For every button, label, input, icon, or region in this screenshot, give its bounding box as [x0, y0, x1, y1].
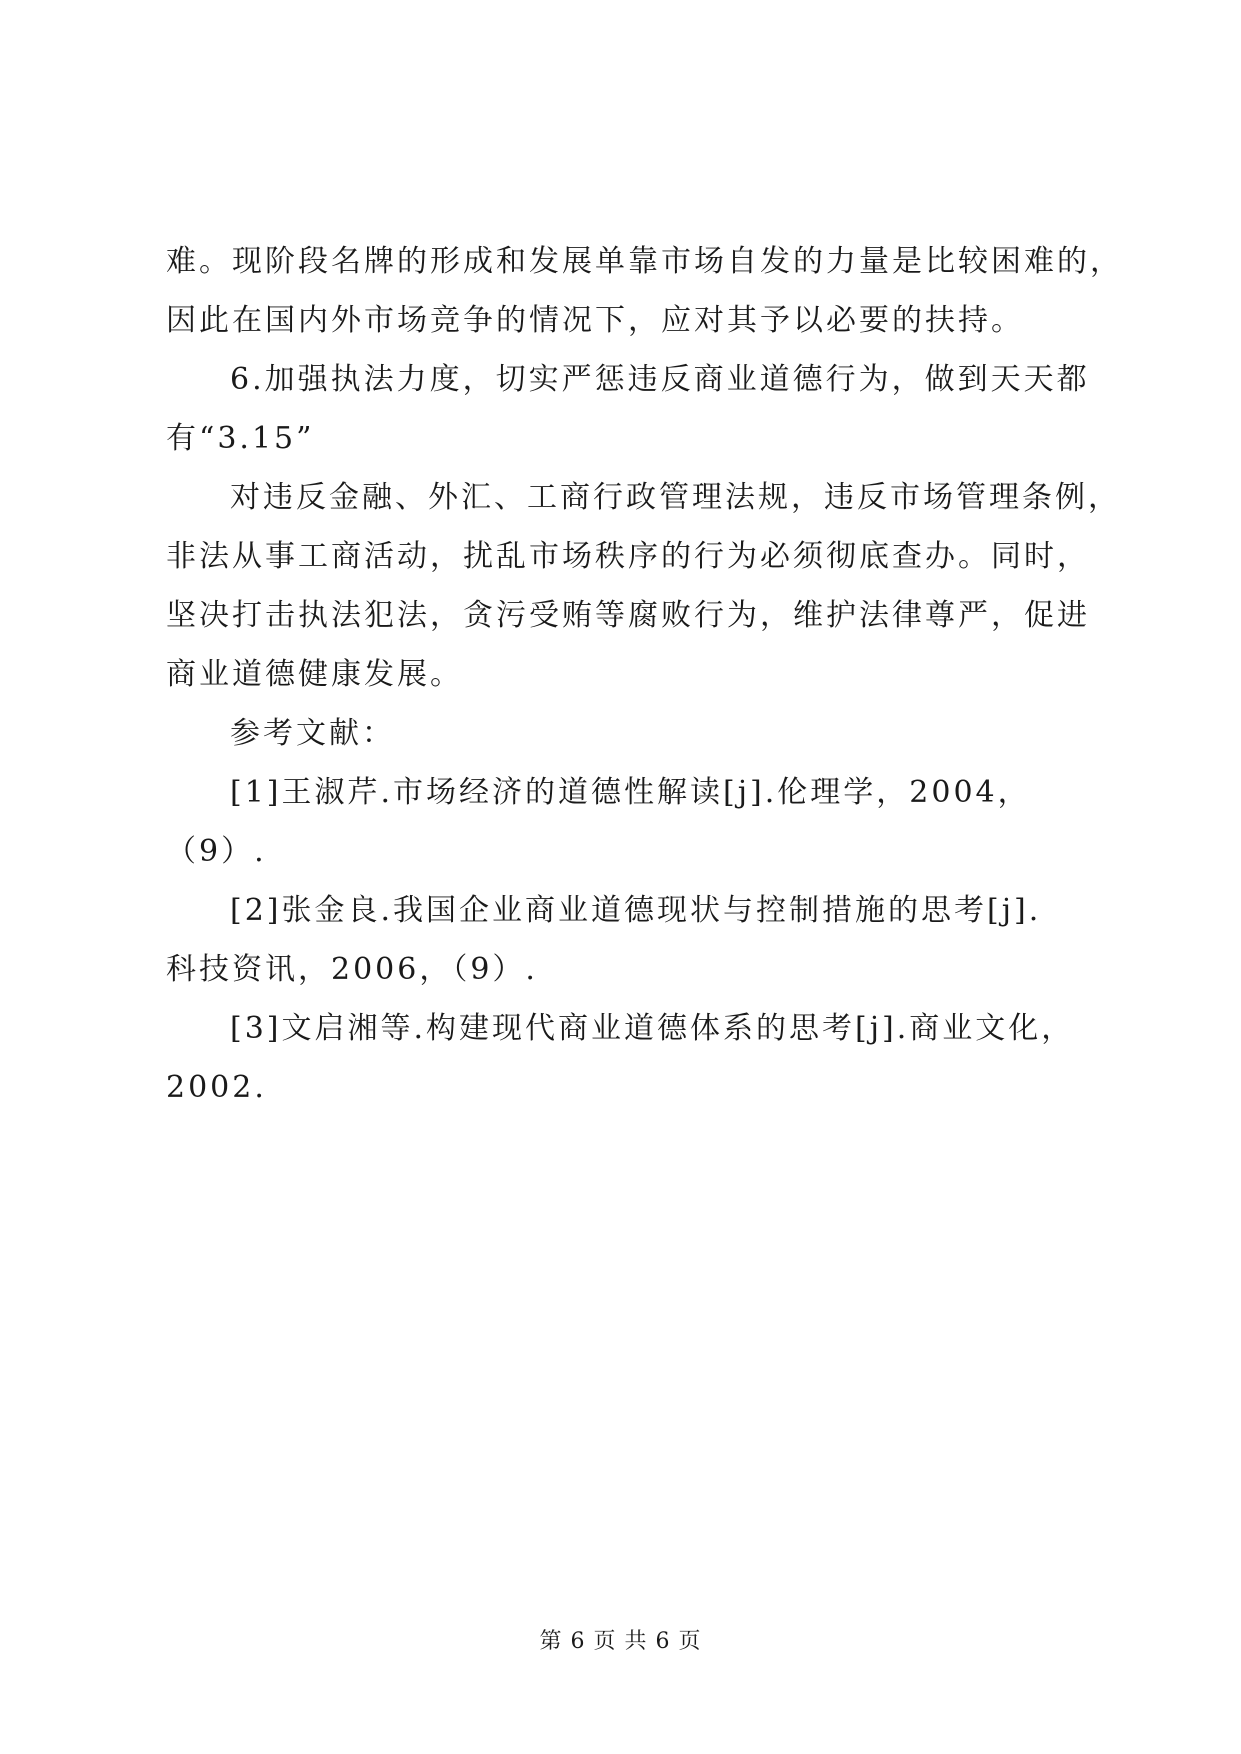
document-body: [166, 232, 1123, 1117]
text-line: 有“3.15”: [166, 421, 315, 456]
page-number-label: 第 6 页 共 6 页: [539, 1629, 702, 1654]
text-line: 坚决打击执法犯法，贪污受贿等腐败行为，维护法律尊严，促进: [166, 598, 1090, 633]
text-line: 对违反金融、外汇、工商行政管理法规，违反市场管理条例，: [230, 480, 1121, 515]
text-line: 因此在国内外市场竞争的情况下，应对其予以必要的扶持。: [166, 303, 1024, 338]
reference-item-3: [166, 999, 1086, 1117]
text-line: 6.加强执法力度，切实严惩违反商业道德行为，做到天天都: [230, 362, 1090, 397]
page-footer: [0, 1624, 1241, 1655]
references-heading-text: 参考文献：: [230, 716, 395, 751]
text-line: 难。现阶段名牌的形成和发展单靠市场自发的力量是比较困难的，: [166, 244, 1123, 279]
section-heading-6: [166, 350, 1090, 468]
text-line: （9）.: [166, 834, 267, 869]
text-line: [1]王淑芹.市场经济的道德性解读[j].伦理学，2004，: [230, 775, 1031, 810]
text-line: [2]张金良.我国企业商业道德现状与控制措施的思考[j].: [230, 893, 1042, 928]
text-line: 非法从事工商活动，扰乱市场秩序的行为必须彻底查办。同时，: [166, 539, 1090, 574]
text-line: [3]文启湘等.构建现代商业道德体系的思考[j].商业文化，: [230, 1011, 1075, 1046]
text-line: 商业道德健康发展。: [166, 657, 463, 692]
paragraph-enforcement: [166, 468, 1121, 704]
reference-item-2: [166, 881, 1086, 999]
paragraph-continuation: [166, 232, 1123, 350]
references-heading: [166, 704, 1086, 763]
reference-item-1: [166, 763, 1086, 881]
text-line: 2002.: [166, 1070, 267, 1105]
text-line: 科技资讯，2006，（9）.: [166, 952, 538, 987]
